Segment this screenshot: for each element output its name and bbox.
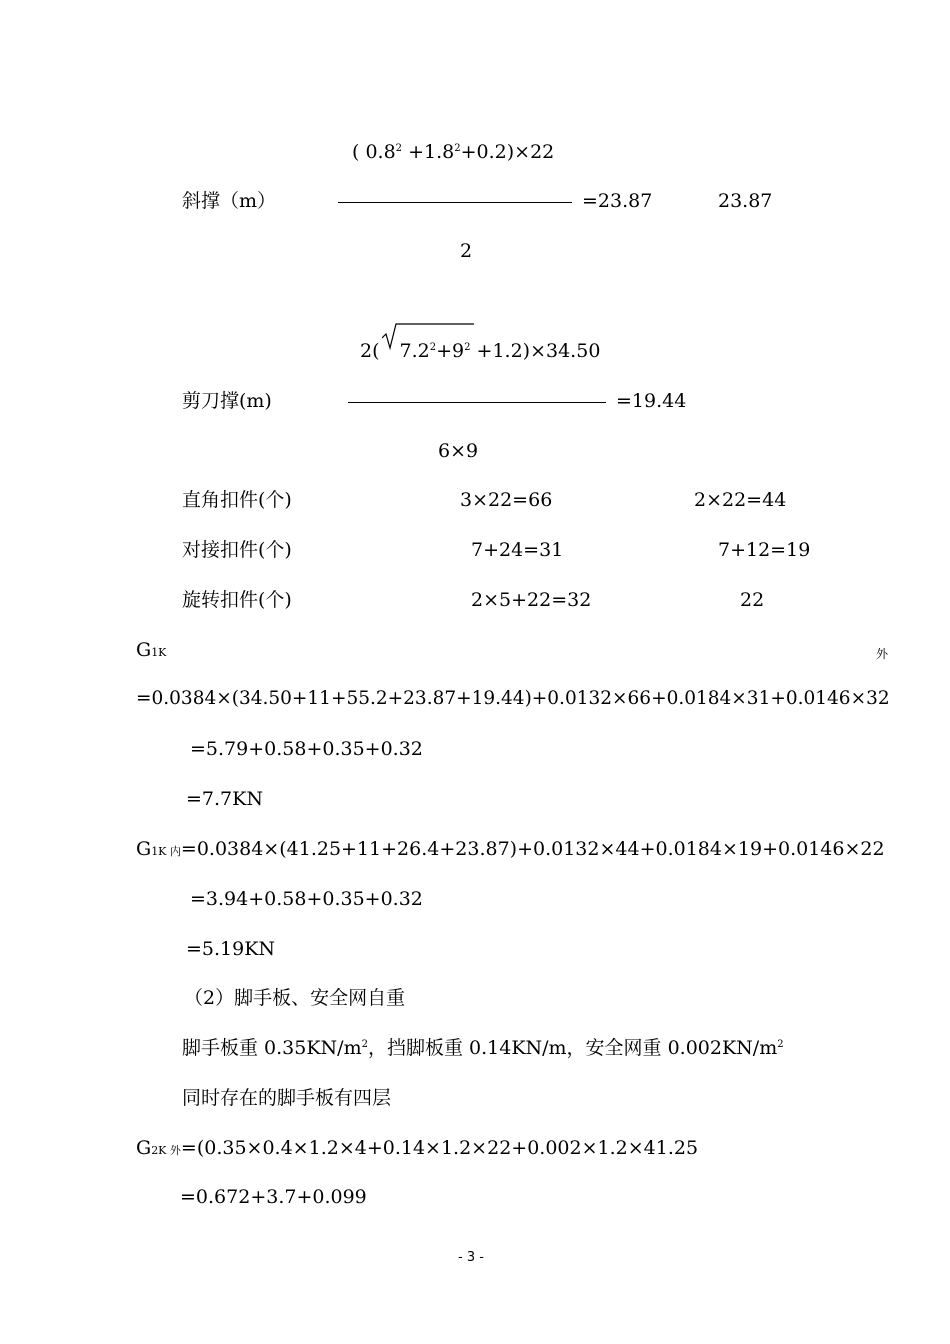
g1k-inner-line1: G1K 内=0.0384×(41.25+11+26.4+23.87)+0.0132×44+0.0184×19+0.0146×22 xyxy=(136,838,885,860)
diagonal-denominator: 2 xyxy=(460,240,473,262)
g1k-outer-line2: =5.79+0.58+0.35+0.32 xyxy=(190,738,423,760)
scissor-numerator: 2( $7.2^2+9^2 +1.2)\times 34.50$ xyxy=(360,340,601,362)
g1k-outer-symbol: G1K xyxy=(136,639,167,661)
diagonal-numerator: ( $0.8^2 +1.8^2+0.2)\times 22$ xyxy=(352,141,555,163)
g1k-outer-line1: =0.0384×(34.50+11+55.2+23.87+19.44)+0.0132×66+0.0184×31+0.0146×32 xyxy=(136,688,890,709)
page-number: - 3 - xyxy=(458,1250,484,1265)
row-label: 直角扣件(个) xyxy=(182,489,292,511)
g1k-inner-line3: =5.19KN xyxy=(186,938,276,960)
section2-heading: （2）脚手板、安全网自重 xyxy=(184,987,406,1009)
diagonal-fraction-bar xyxy=(338,202,572,203)
row-label: 旋转扣件(个) xyxy=(182,589,292,611)
scissor-fraction-bar xyxy=(348,402,606,403)
row-col1: 3×22=66 xyxy=(460,489,553,511)
diagonal-result: =23.87 xyxy=(582,190,653,212)
diagonal-right-value: 23.87 xyxy=(718,190,773,212)
section2-weights: 脚手板重 $0.35KN/m^2$，挡脚板重 0.14KN/m，安全网重 $0.002KN/m^2$ xyxy=(182,1037,784,1059)
section2-layers: 同时存在的脚手板有四层 xyxy=(182,1087,392,1109)
row-col2: 7+12=19 xyxy=(718,539,811,561)
scissor-denominator: 6×9 xyxy=(438,440,479,462)
g2k-outer-line1: G2K 外=(0.35×0.4×1.2×4+0.14×1.2×22+0.002×1.2×41.25 xyxy=(136,1137,699,1159)
scissor-result: =19.44 xyxy=(616,390,687,412)
g1k-inner-line2: =3.94+0.58+0.35+0.32 xyxy=(190,888,423,910)
row-col2: 2×22=44 xyxy=(694,489,787,511)
row-col2: 22 xyxy=(740,589,765,611)
g2k-outer-line2: =0.672+3.7+0.099 xyxy=(180,1186,367,1208)
g1k-outer-suffix: 外 xyxy=(876,647,889,661)
scissor-label: 剪刀撑(m) xyxy=(182,390,272,412)
row-col1: 7+24=31 xyxy=(471,539,564,561)
row-col1: 2×5+22=32 xyxy=(471,589,592,611)
diagonal-label: 斜撑（m） xyxy=(182,190,277,212)
row-label: 对接扣件(个) xyxy=(182,539,292,561)
g1k-outer-line3: =7.7KN xyxy=(186,788,263,810)
